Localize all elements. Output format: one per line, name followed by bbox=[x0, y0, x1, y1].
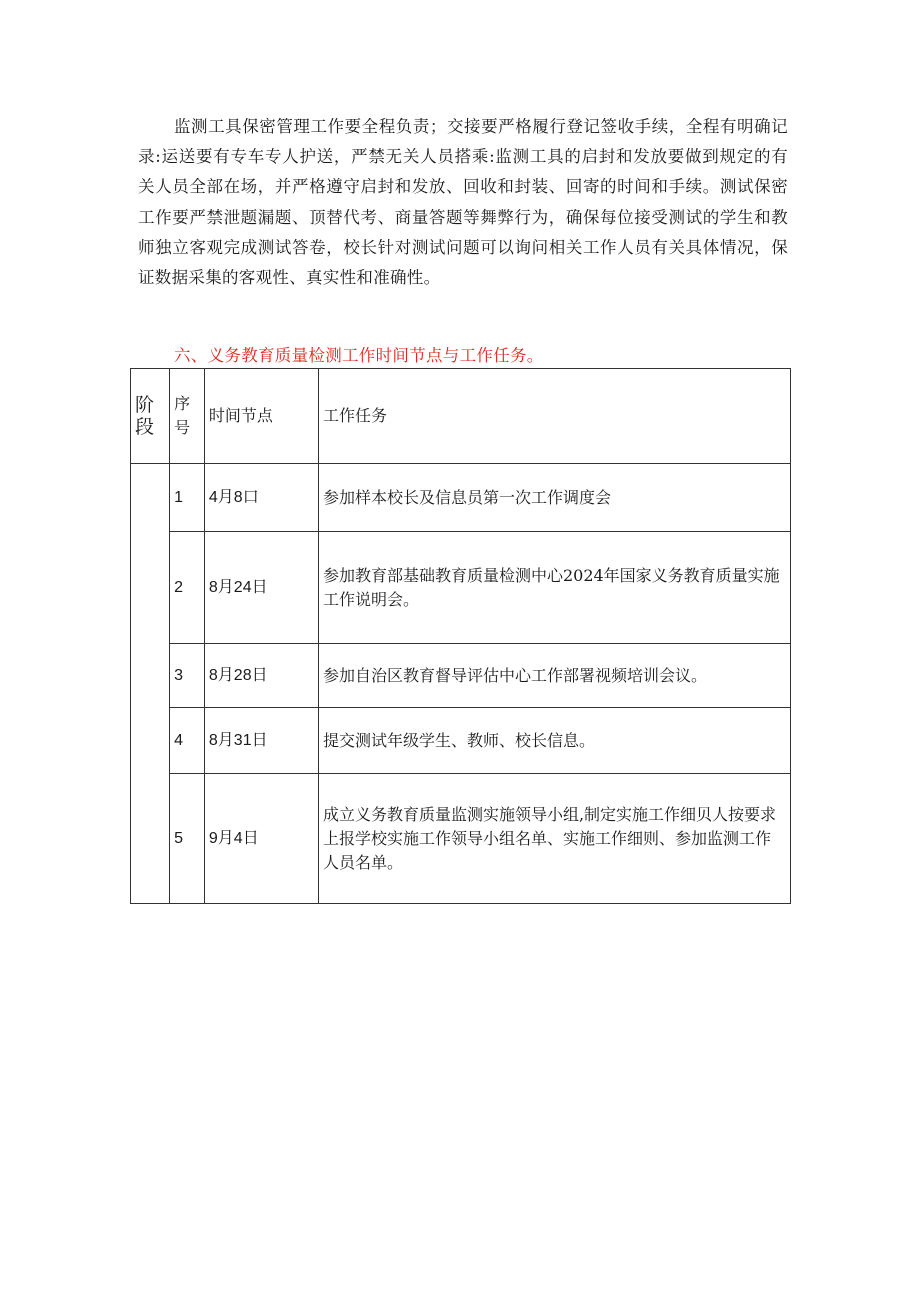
table-row bbox=[131, 708, 791, 774]
header-stage: 阶段 bbox=[131, 369, 170, 464]
table-row bbox=[131, 532, 791, 644]
table-row bbox=[131, 464, 791, 532]
row-task: 提交测试年级学生、教师、校长信息。 bbox=[318, 708, 790, 774]
table-row bbox=[131, 774, 791, 904]
header-time: 时间节点 bbox=[204, 369, 318, 464]
row-time: 9月4日 bbox=[204, 774, 318, 904]
row-time: 8月24日 bbox=[204, 532, 318, 644]
row-number: 3 bbox=[170, 644, 205, 708]
table-row bbox=[131, 644, 791, 708]
row-time: 8月31日 bbox=[204, 708, 318, 774]
row-number: 4 bbox=[170, 708, 205, 774]
row-task: 参加自治区教育督导评估中心工作部署视频培训会议。 bbox=[318, 644, 790, 708]
stage-cell bbox=[131, 464, 170, 904]
row-number: 2 bbox=[170, 532, 205, 644]
section-heading: 六、义务教育质量检测工作时间节点与工作任务。 bbox=[174, 346, 544, 365]
row-task: 参加教育部基础教育质量检测中心2024年国家义务教育质量实施工作说明会。 bbox=[318, 532, 790, 644]
header-number: 序号 bbox=[170, 369, 205, 464]
body-paragraph: 监测工具保密管理工作要全程负责；交接要严格履行登记签收手续，全程有明确记录:运送要有专车专人护送，严禁无关人员搭乘:监测工具的启封和发放要做到规定的有关人员全部在场，并严格遵守启封和发放、回收和封装、回寄的时间和手续。测试保密工作要严禁泄题漏题、顶替代考、商量答题等舞弊行为，确保每位接受测试的学生和教师独立客观完成测试答卷，校长针对测试问题可以询问相关工作人员有关具体情况，保证数据采集的客观性、真实性和准确性。 bbox=[138, 117, 788, 288]
header-task: 工作任务 bbox=[318, 369, 790, 464]
row-number: 5 bbox=[170, 774, 205, 904]
row-time: 4月8口 bbox=[204, 464, 318, 532]
schedule-table bbox=[130, 368, 791, 904]
row-task: 成立义务教育质量监测实施领导小组,制定实施工作细贝人按要求上报学校实施工作领导小组名单、实施工作细则、参加监测工作人员名单。 bbox=[318, 774, 790, 904]
row-task: 参加样本校长及信息员第一次工作调度会 bbox=[318, 464, 790, 532]
row-number: 1 bbox=[170, 464, 205, 532]
table-header-row bbox=[131, 369, 791, 464]
row-time: 8月28日 bbox=[204, 644, 318, 708]
